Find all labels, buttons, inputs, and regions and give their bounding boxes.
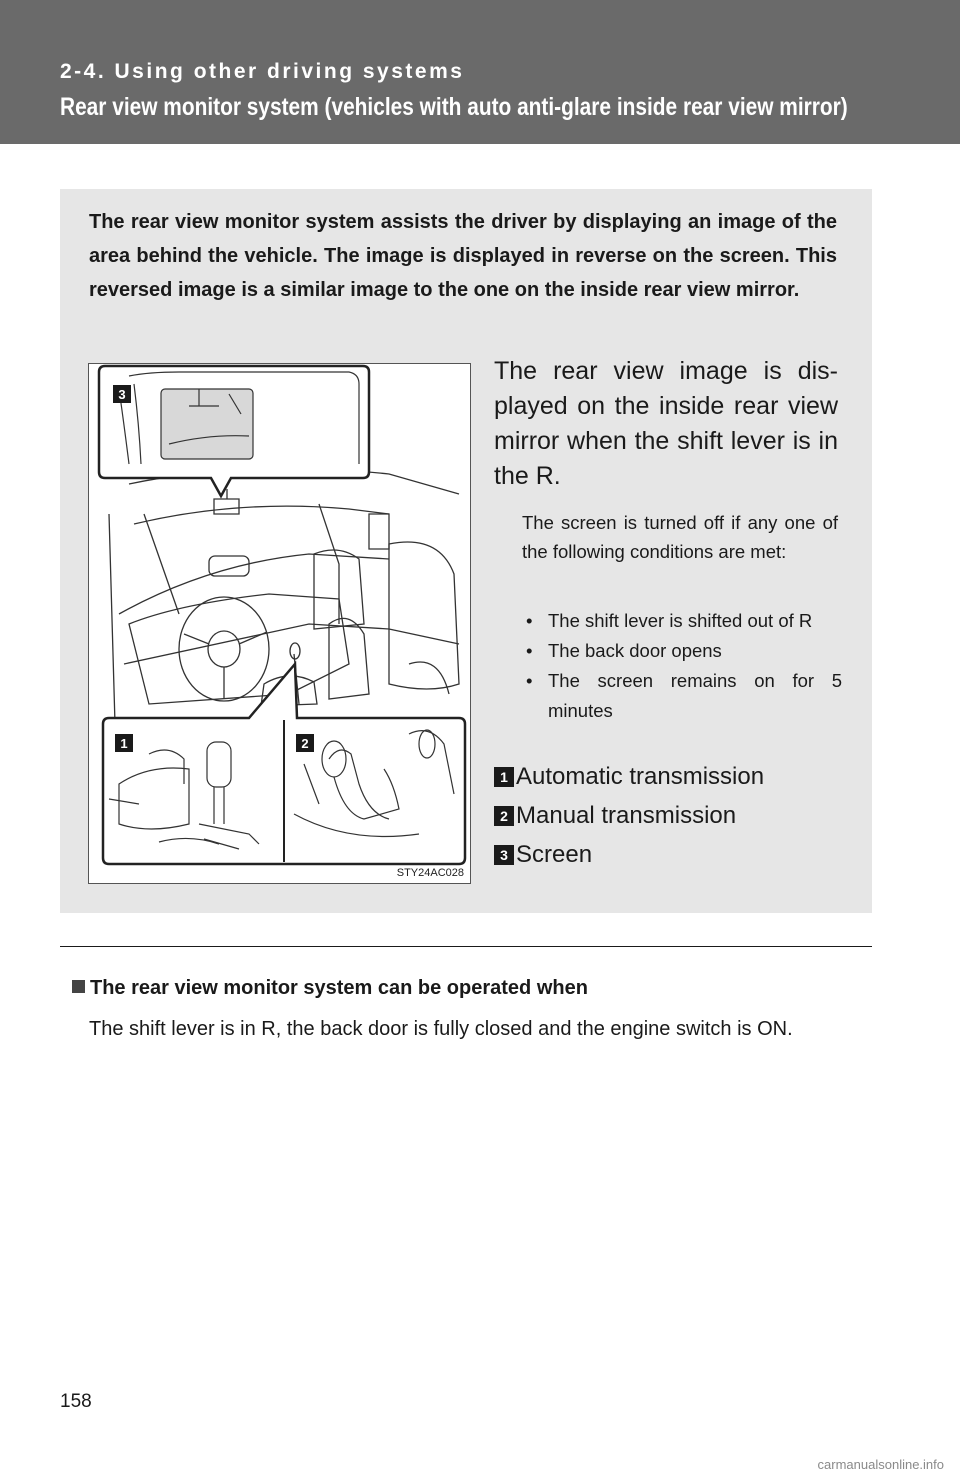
page-number: 158 (60, 1391, 92, 1412)
conditions-intro: The screen is turned off if any one of the following conditions are met: (522, 512, 838, 562)
legend-item-automatic (494, 757, 764, 796)
callout-3: 3 (118, 387, 126, 402)
note-body: The shift lever is in R, the back door is fully closed and the engine switch is ON. (89, 1018, 793, 1040)
callout-2: 2 (301, 736, 309, 751)
legend-label: Manual transmission (516, 801, 737, 829)
rear-view-description: The rear view image is dis-played on the inside rear view mirror when the shift lever is in the R. (494, 357, 838, 490)
list-item: • The back door opens (526, 640, 722, 661)
legend-label: Screen (516, 840, 593, 868)
legend-item-manual (494, 796, 764, 835)
vehicle-interior-illustration (88, 363, 471, 884)
square-bullet-icon (72, 980, 85, 993)
list-item: • The screen remains on for 5 minutes (526, 670, 842, 721)
conditions-list (522, 606, 842, 726)
note-heading: The rear view monitor system can be operated when (72, 977, 588, 1000)
figure-code: STY24AC028 (396, 867, 464, 879)
legend-badge: 1 (494, 767, 514, 787)
callout-1: 1 (120, 736, 128, 751)
section-divider (60, 946, 872, 947)
legend-label: Automatic transmission (516, 762, 765, 790)
intro-paragraph: The rear view monitor system assists the driver by displaying an image of the area behind the vehicle. The image is displayed in reverse on the screen. This reversed image is a similar image to the one on the inside rear view mirror. (89, 211, 837, 301)
watermark: carmanualsonline.info (817, 1457, 944, 1472)
page-header (0, 0, 960, 144)
illustration-svg (89, 364, 470, 883)
legend-badge: 3 (494, 845, 514, 865)
legend-item-screen (494, 835, 764, 874)
figure-legend (494, 757, 764, 874)
page-title: Rear view monitor system (vehicles with auto anti-glare inside rear view mirror) (60, 93, 848, 121)
legend-badge: 2 (494, 806, 514, 826)
section-title: 2-4. Using other driving systems (60, 60, 465, 83)
list-item: • The shift lever is shifted out of R (526, 610, 813, 631)
